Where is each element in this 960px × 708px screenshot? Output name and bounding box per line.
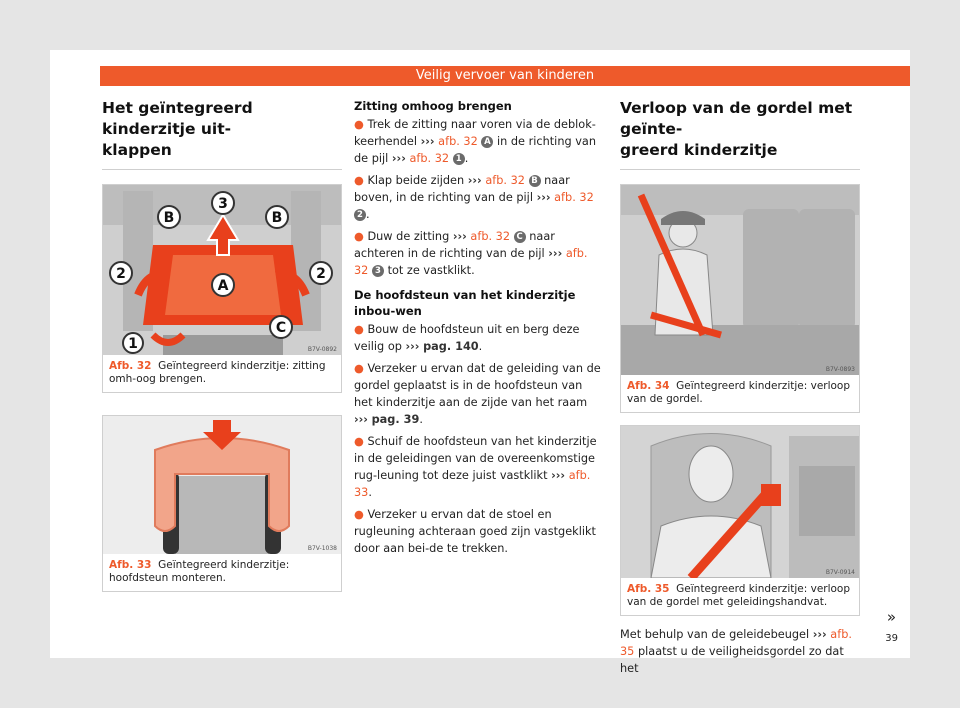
section-heading-left: [102, 98, 342, 170]
figure-33-caption: Afb. 33 Geïntegreerd kinderzitje: hoofdsteun monteren.: [109, 559, 290, 584]
figure-code: B7V-0893: [825, 366, 855, 373]
figure-code: B7V-1038: [307, 545, 337, 552]
subheading-zitting: Zitting omhoog brengen: [354, 99, 512, 113]
marker-a-label: A: [217, 278, 229, 294]
link-afb-32[interactable]: afb. 32: [470, 230, 511, 243]
figure-code: B7V-0914: [825, 569, 855, 576]
figure-32: [102, 184, 342, 393]
belt-guide-paragraph: Met behulp van de geleidebeugel ››› afb. 35 plaatst u de veiligheidsgordel zo dat het: [620, 628, 852, 675]
child-belt-illustration: [621, 185, 859, 375]
headrest-illustration: [103, 416, 341, 554]
heading-line: Verloop van de gordel met geïnte- greerd kinderzitje: [620, 99, 853, 159]
child-seat-raise-illustration: [103, 185, 341, 355]
subheading-hoofdsteun: De hoofdsteun van het kinderzitje inbou-wen: [354, 288, 576, 318]
section-heading-right: [620, 98, 860, 170]
manual-page: [50, 50, 910, 675]
page-number: 39: [885, 633, 898, 644]
section-header: Veilig vervoer van kinderen: [100, 66, 910, 86]
figure-34: [620, 184, 860, 413]
step-1: ● Trek de zitting naar voren via de deblok-keerhendel ››› afb. 32 A in de richting van de pijl ››› afb. 32 1 .: [354, 118, 597, 165]
link-pag-140[interactable]: pag. 140: [423, 340, 479, 353]
column-right: [620, 98, 860, 677]
link-afb-32[interactable]: afb. 32: [485, 174, 525, 187]
figure-34-image: [621, 185, 859, 375]
callout-1: 1: [453, 153, 465, 165]
marker-1-label: 1: [128, 336, 138, 352]
marker-c-label: C: [275, 320, 287, 336]
callout-2: 2: [354, 209, 366, 221]
link-afb-32[interactable]: afb. 32: [409, 152, 450, 165]
step-5: ● Verzeker u ervan dat de geleiding van de gordel geplaatst is in de hoofdsteun van het kinderzitje aan de zijde van het raam ››› pag. 39.: [354, 362, 601, 426]
heading-line: Het geïntegreerd kinderzitje uit- klappen: [102, 99, 253, 159]
belt-guide-illustration: [621, 426, 859, 578]
column-left: [102, 98, 342, 592]
step-4: ● Bouw de hoofdsteun uit en berg deze veilig op ››› pag. 140.: [354, 323, 580, 353]
figure-33-image: [103, 416, 341, 554]
figure-32-caption: Afb. 32 Geïntegreerd kinderzitje: zitting omh-oog brengen.: [109, 360, 326, 385]
figure-32-image: [103, 185, 341, 355]
step-3: ● Duw de zitting ››› afb. 32 C naar achteren in de richting van de pijl ››› afb. 32 3 tot ze vastklikt.: [354, 230, 588, 277]
marker-b-left-label: B: [163, 210, 175, 226]
marker-2-right-label: 2: [316, 266, 326, 282]
figure-33: [102, 415, 342, 592]
figure-code: B7V-0892: [307, 346, 337, 353]
link-afb-32[interactable]: afb. 32: [438, 135, 478, 148]
link-afb-32[interactable]: afb. 32: [354, 247, 588, 277]
step-6: ● Schuif de hoofdsteun van het kinderzitje in de geleidingen van de overeenkomstige rug-leuning tot deze juist vastklikt ››› afb. 33.: [354, 435, 597, 499]
marker-3-label: 3: [218, 196, 228, 212]
figure-35-caption: Afb. 35 Geïntegreerd kinderzitje: verloop van de gordel met geleidingshandvat.: [627, 583, 851, 608]
callout-a: A: [481, 136, 493, 148]
continue-marker: »: [886, 608, 896, 626]
callout-c: C: [514, 231, 526, 243]
marker-2-left-label: 2: [116, 266, 126, 282]
callout-3: 3: [372, 265, 384, 277]
figure-35: [620, 425, 860, 616]
step-2: ● Klap beide zijden ››› afb. 32 B naar boven, in de richting van de pijl ››› afb. 32 2 .: [354, 174, 594, 221]
link-afb-32[interactable]: afb. 32: [554, 191, 594, 204]
column-middle: [354, 98, 602, 562]
link-pag-39[interactable]: pag. 39: [371, 413, 420, 426]
figure-34-caption: Afb. 34 Geïntegreerd kinderzitje: verloop van de gordel.: [627, 380, 851, 405]
callout-b: B: [529, 175, 541, 187]
link-afb-33[interactable]: afb. 33: [354, 469, 591, 499]
link-afb-35[interactable]: afb. 35: [620, 628, 852, 658]
step-7: ● Verzeker u ervan dat de stoel en rugleuning achteraan goed zijn vastgeklikt door aan bei-de te trekken.: [354, 508, 596, 555]
figure-35-image: [621, 426, 859, 578]
marker-b-right-label: B: [271, 210, 283, 226]
